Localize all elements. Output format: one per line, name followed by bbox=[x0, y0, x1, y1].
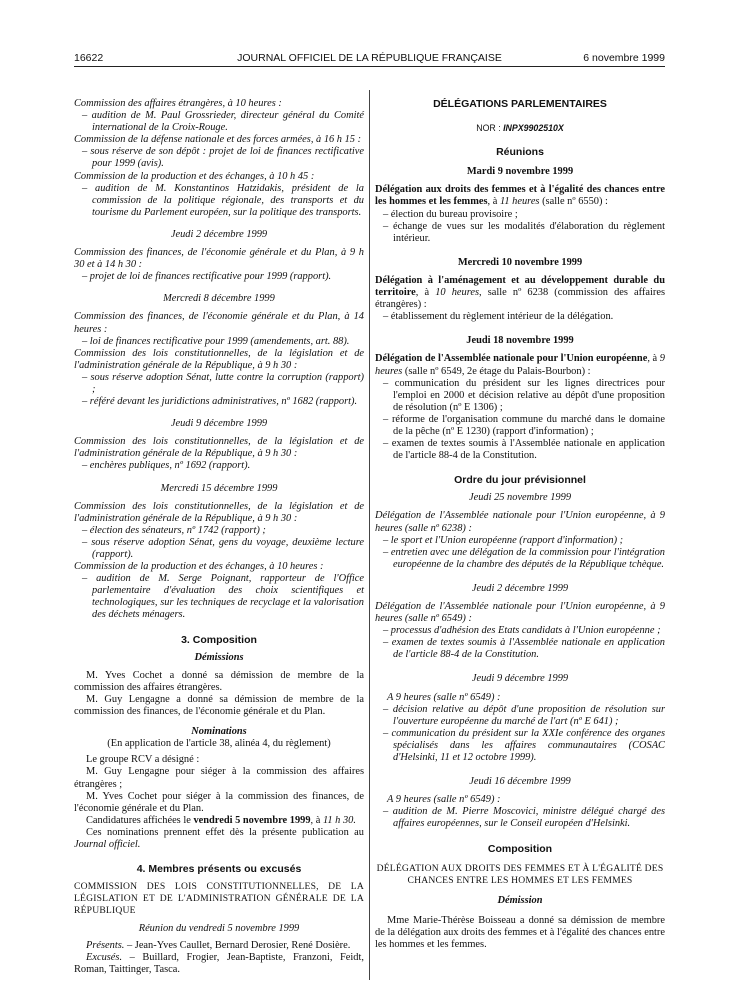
commission-name: COMMISSION DES LOIS CONSTITUTIONNELLES, DE LA LÉGISLATION ET DE L'ADMINISTRATION GÉNÉRALE DE LA RÉPUBLIQUE bbox=[74, 881, 364, 917]
attendance-excused: Excusés. – Buillard, Frogier, Jean-Baptiste, Franzoni, Feidt, Roman, Taittinger, Tasca. bbox=[74, 951, 364, 975]
agenda-subitem: – échange de vues sur les modalités d'élaboration du règlement intérieur. bbox=[383, 220, 665, 244]
agenda-subitem: – sous réserve adoption Sénat, gens du voyage, deuxième lecture (rapport). bbox=[82, 536, 364, 560]
agenda-item: A 9 heures (salle nº 6549) : bbox=[387, 794, 501, 806]
agenda-item: Commission des finances, de l'économie générale et du Plan, à 14 heures : bbox=[74, 311, 364, 335]
subsection-title: Composition bbox=[487, 842, 553, 855]
agenda-item: Commission de la production et des échanges, à 10 heures : bbox=[74, 561, 324, 573]
day-heading: Jeudi 25 novembre 1999 bbox=[468, 492, 572, 504]
agenda-subitem: – élection des sénateurs, nº 1742 (rapport) ; bbox=[82, 524, 266, 536]
left-column bbox=[74, 98, 364, 976]
subsection-title: Démission bbox=[497, 894, 543, 906]
agenda-subitem: – audition de M. Pierre Moscovici, ministre délégué chargé des affaires européennes, sur le Conseil européen d'Helsinki. bbox=[383, 806, 665, 830]
day-heading: Mercredi 8 décembre 1999 bbox=[163, 293, 275, 305]
agenda-subitem: – examen de textes soumis à l'Assemblée nationale en application de l'article 88-4 de la Constitution. bbox=[383, 637, 665, 661]
subsection-title: Démissions bbox=[194, 651, 244, 663]
paragraph: M. Guy Lengagne pour siéger à la commission des affaires étrangères ; bbox=[74, 766, 364, 790]
agenda-subitem: – projet de loi de finances rectificative pour 1999 (rapport). bbox=[82, 271, 332, 283]
nor-reference: NOR : INPX9902510X bbox=[476, 123, 564, 134]
page-number: 16622 bbox=[74, 52, 104, 64]
agenda-item: Commission de la défense nationale et des forces armées, à 16 h 15 : bbox=[74, 134, 362, 146]
agenda-item: A 9 heures (salle nº 6549) : bbox=[387, 691, 501, 703]
agenda-item: Commission de la production et des échanges, à 10 h 45 : bbox=[74, 170, 315, 182]
running-header bbox=[74, 52, 665, 66]
agenda-subitem: – sous réserve adoption Sénat, lutte contre la corruption (rapport) ; bbox=[82, 371, 364, 395]
paragraph: Mme Marie-Thérèse Boisseau a donné sa démission de membre de la délégation aux droits des femmes et à l'égalité des chances entre les hommes et les femmes. bbox=[375, 914, 665, 951]
agenda-block-1 bbox=[74, 98, 364, 219]
agenda-subitem: – loi de finances rectificative pour 1999 (amendements, art. 88). bbox=[82, 335, 350, 347]
column-divider bbox=[369, 90, 370, 980]
day-heading: Mercredi 15 décembre 1999 bbox=[160, 482, 278, 494]
attendance-present: Présents. – Jean-Yves Caullet, Bernard Derosier, René Dosière. bbox=[86, 939, 351, 951]
section-title: DÉLÉGATIONS PARLEMENTAIRES bbox=[433, 98, 607, 110]
agenda-subitem: – processus d'adhésion des Etats candidats à l'Union européenne ; bbox=[383, 625, 661, 637]
agenda-item: Délégation à l'aménagement et au développement durable du territoire, à 10 heures, salle nº 6238 (commission des affaires étrangères) : bbox=[375, 274, 666, 311]
day-heading: Jeudi 2 décembre 1999 bbox=[471, 582, 569, 594]
day-heading: Jeudi 9 décembre 1999 bbox=[471, 673, 569, 685]
subsection-title: Nominations bbox=[191, 726, 247, 738]
section-title: 3. Composition bbox=[181, 633, 257, 646]
agenda-item: Commission des lois constitutionnelles, de la législation et de l'administration générale de la République, à 9 h 30 : bbox=[74, 436, 364, 460]
agenda-subitem: – le sport et l'Union européenne (rapport d'information) ; bbox=[383, 534, 624, 546]
agenda-subitem: – élection du bureau provisoire ; bbox=[383, 208, 518, 220]
agenda-subitem: – communication du président sur les lignes directrices pour l'emploi en 2000 et décision relative au dépôt d'une proposition de résolution (nº E 1306) ; bbox=[383, 377, 665, 413]
journal-title: JOURNAL OFFICIEL DE LA RÉPUBLIQUE FRANÇAISE bbox=[237, 52, 502, 64]
agenda-subitem: – audition de M. Serge Poignant, rapporteur de l'Office parlementaire d'évaluation des choix scientifiques et technologiques, sur les techniques de recyclage et la valorisation des déchets ménagers. bbox=[82, 573, 364, 621]
agenda-item: Commission des lois constitutionnelles, de la législation et de l'administration générale de la République, à 9 h 30 : bbox=[74, 347, 364, 371]
subsection-title: Ordre du jour prévisionnel bbox=[454, 474, 586, 487]
section-title: 4. Membres présents ou excusés bbox=[136, 863, 302, 876]
agenda-subitem: – établissement du règlement intérieur de la délégation. bbox=[383, 311, 614, 323]
issue-date: 6 novembre 1999 bbox=[583, 52, 665, 64]
agenda-subitem: – entretien avec une délégation de la commission pour l'intégration européenne de la chambre des députés de la République tchèque. bbox=[383, 546, 665, 570]
subsection-title: Réunions bbox=[496, 146, 544, 159]
paragraph: M. Yves Cochet a donné sa démission de membre de la commission des affaires étrangères. bbox=[74, 669, 364, 693]
day-heading: Jeudi 18 novembre 1999 bbox=[466, 335, 574, 347]
agenda-item: Commission des lois constitutionnelles, de la législation et de l'administration générale de la République, à 9 h 30 : bbox=[74, 500, 364, 524]
paragraph: Candidatures affichées le vendredi 5 novembre 1999, à 11 h 30. bbox=[86, 814, 356, 826]
day-heading: Jeudi 9 décembre 1999 bbox=[170, 418, 268, 430]
paragraph: Ces nominations prennent effet dès la présente publication au Journal officiel. bbox=[74, 826, 364, 850]
agenda-subitem: – enchères publiques, nº 1692 (rapport). bbox=[82, 460, 251, 472]
agenda-subitem: – examen de textes soumis à l'Assemblée nationale en application de l'article 88-4 de la Constitution. bbox=[383, 438, 665, 462]
header-rule bbox=[74, 66, 665, 67]
agenda-item: Délégation de l'Assemblée nationale pour l'Union européenne, à 9 heures (salle nº 6238) : bbox=[375, 510, 665, 534]
agenda-item: Commission des finances, de l'économie générale et du Plan, à 9 h 30 et à 14 h 30 : bbox=[74, 247, 364, 271]
agenda-item: Délégation de l'Assemblée nationale pour l'Union européenne, à 9 heures (salle nº 6549, 2e étage du Palais-Bourbon) : bbox=[375, 353, 665, 377]
agenda-subitem: – décision relative au dépôt d'une proposition de résolution sur l'ouverture européenne du marché de l'art (nº E 641) ; bbox=[383, 703, 665, 727]
paragraph: M. Yves Cochet pour siéger à la commission des finances, de l'économie générale et du Plan. bbox=[74, 790, 364, 814]
day-heading: Jeudi 16 décembre 1999 bbox=[469, 776, 571, 788]
agenda-item: Délégation de l'Assemblée nationale pour l'Union européenne, à 9 heures (salle nº 6549) : bbox=[375, 601, 665, 625]
agenda-subitem: – audition de M. Paul Grossrieder, directeur général du Comité international de la Croix-Rouge. bbox=[82, 110, 364, 134]
paragraph: Le groupe RCV a désigné : bbox=[86, 754, 200, 766]
paragraph: M. Guy Lengagne a donné sa démission de membre de la commission des finances, de l'économie générale et du Plan. bbox=[74, 693, 364, 718]
meeting-date: Réunion du vendredi 5 novembre 1999 bbox=[138, 923, 300, 935]
agenda-item: Délégation aux droits des femmes et à l'égalité des chances entre les hommes et les femmes, à 11 heures (salle nº 6550) : bbox=[375, 184, 665, 208]
agenda-subitem: – audition de M. Konstantinos Hatzidakis, président de la commission de la politique régionale, des transports et du tourisme du Parlement européen, sur la politique des transports. bbox=[82, 182, 364, 218]
agenda-subitem: – réforme de l'organisation commune du marché dans le domaine de la pêche (nº E 1230) (rapport d'information) ; bbox=[383, 413, 665, 437]
right-column bbox=[375, 98, 665, 951]
agenda-subitem: – communication du président sur la XXIe conférence des organes spécialisés dans les affaires communautaires (COSAC d'Helsinki, 11 et 12 octobre 1999). bbox=[383, 727, 665, 764]
day-heading: Mardi 9 novembre 1999 bbox=[466, 166, 574, 178]
day-heading: Mercredi 10 novembre 1999 bbox=[457, 256, 583, 268]
rule-reference: (En application de l'article 38, alinéa 4, du règlement) bbox=[107, 738, 331, 750]
day-heading: Jeudi 2 décembre 1999 bbox=[170, 228, 268, 240]
delegation-name: DÉLÉGATION AUX DROITS DES FEMMES ET À L'ÉGALITÉ DES CHANCES ENTRE LES HOMMES ET LES FEMMES bbox=[376, 862, 664, 886]
agenda-subitem: – sous réserve de son dépôt : projet de loi de finances rectificative pour 1999 (avis). bbox=[82, 146, 364, 170]
agenda-item: Commission des affaires étrangères, à 10 heures : bbox=[74, 98, 282, 109]
agenda-subitem: – référé devant les juridictions administratives, nº 1682 (rapport). bbox=[82, 396, 358, 408]
